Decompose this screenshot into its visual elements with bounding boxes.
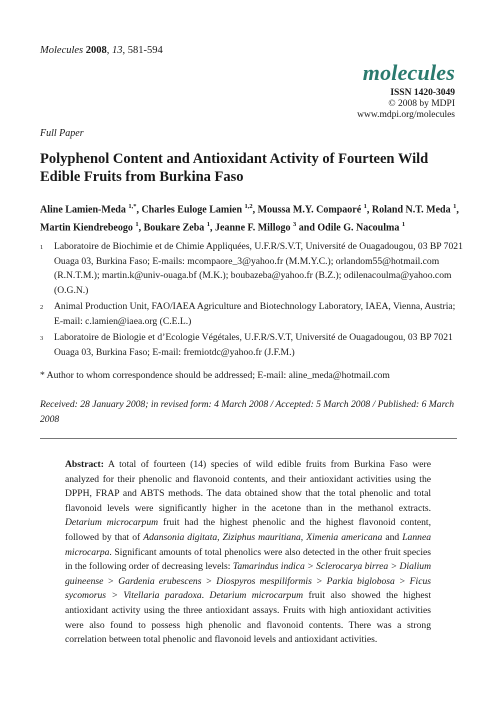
journal-name: Molecules (40, 45, 84, 56)
author-affiliation-marker: 1,2 (244, 203, 253, 210)
paper-type: Full Paper (40, 128, 84, 139)
abstract-text: and (382, 531, 403, 543)
journal-pages: 581-594 (127, 45, 163, 56)
author-name: Martin Kiendrebeogo (40, 222, 136, 234)
abstract-species-name: Adansonia digitata, Ziziphus mauritiana, Ximenia americana (143, 531, 383, 543)
journal-citation: Molecules 2008, 13, 581-594 (40, 45, 163, 56)
affiliation (40, 331, 465, 360)
author-name: Odile G. Nacoulma (317, 222, 402, 234)
affiliation-number: 2 (40, 304, 44, 311)
journal-website: www.mdpi.org/molecules (357, 110, 455, 120)
abstract-text: A total of fourteen (14) species of wild edible fruits from Burkina Faso were analyzed for their phenolic and flavonoid contents, and their antioxidant activities using the DPPH, FRAP and ABTS methods. The data obtained show that the total phenolic and total flavonoid levels were significantly higher in the acetone than in the methanol extracts. (65, 459, 431, 514)
publication-dates: Received: 28 January 2008; in revised form: 4 March 2008 / Accepted: 5 March 2008 / Published: 6 March 2008 (40, 399, 455, 425)
author-name: Jeanne F. Millogo (215, 222, 294, 234)
issn: ISSN 1420-3049 (390, 88, 455, 98)
abstract-text: . (201, 590, 210, 602)
abstract-species-name: Detarium microcarpum (209, 590, 304, 602)
affiliation-number: 3 (40, 335, 44, 342)
abstract-text: fruit also showed the highest antioxidant activity using the three antioxidant assays. Fruits with high antioxidant activities were also found to possess high phenolic and flavonoid contents. There was a strong correlation between total phenolic and flavonoid levels and antioxidant activities. (65, 590, 431, 646)
affiliation-text: Animal Production Unit, FAO/IAEA Agriculture and Biotechnology Laboratory, IAEA, Vienna, Austria; E-mail: c.lamien@iaea.org (C.E.L.) (54, 301, 456, 327)
author-affiliation-marker: 1 (401, 221, 406, 229)
correspondence-note: * Author to whom correspondence should be addressed; E-mail: aline_meda@hotmail.com (40, 370, 390, 381)
author-name: Aline Lamien-Meda (40, 204, 129, 216)
copyright: © 2008 by MDPI (388, 99, 455, 109)
author-name: Roland N.T. Meda (371, 204, 454, 216)
author-affiliation-marker: 1 (453, 203, 457, 210)
journal-logo: molecules (362, 60, 455, 85)
author-name: Boukare Zeba (143, 222, 207, 234)
abstract-text: fruit had the highest phenolic and the highest flavonoid content, followed by that of (65, 517, 432, 543)
author-name: Moussa M.Y. Compaoré (257, 204, 364, 216)
journal-year: 2008 (85, 45, 107, 56)
affiliation-text: Laboratoire de Biochimie et de Chimie Appliquées, U.F.R/S.V.T, Université de Ouagadougou, 03 BP 7021 Ouaga 03, Burkina Faso; E-mails: mcompaore_3@yahoo.fr (M.M.Y.C.); orlandom55@hotmail.com (R.N.T.M.); martin.k@univ-ouaga.bf (M.K.); boubazeba@yahoo.fr (B.Z.); odilenacoulma@yahoo.com (O.G.N.) (54, 241, 463, 296)
abstract-text: . Significant amounts of total phenolics were also detected in the other fruit species in the following order of decreasing levels: (65, 546, 431, 573)
abstract-species-name: Lannea microcarpa (65, 531, 431, 558)
paper-title: Polyphenol Content and Antioxidant Activity of Fourteen Wild Edible Fruits from Burkina Faso (40, 151, 429, 185)
section-divider (40, 438, 457, 439)
author-affiliation-marker: 3 (293, 221, 297, 229)
journal-volume: 13 (112, 45, 123, 56)
affiliation-list (40, 240, 465, 362)
author-affiliation-marker: 1 (135, 221, 139, 229)
affiliation (40, 240, 465, 298)
abstract (65, 458, 431, 648)
author-affiliation-marker: 1 (206, 221, 211, 229)
affiliation-text: Laboratoire de Biologie et d’Ecologie Végétales, U.F.R/S.V.T, Université de Ouagadougou, 03 BP 7021 Ouaga 03, Burkina Faso; E-mail: fremiotdc@yahoo.fr (J.F.M.) (54, 332, 453, 358)
affiliation-number: 1 (40, 244, 44, 251)
affiliation (40, 300, 465, 329)
abstract-species-name: Tamarindus indica > Sclerocarya birrea > Dialium guineense > Gardenia erubescens > Diospyros mespiliformis > Parkia biglobosa > Ficus sycomorus > Vitellaria paradoxa (65, 561, 431, 602)
abstract-species-name: Detarium microcarpum (65, 517, 159, 529)
abstract-label: Abstract: (65, 459, 104, 470)
author-name: Charles Euloge Lamien (141, 204, 245, 216)
author-affiliation-marker: 1 (363, 203, 367, 210)
author-affiliation-marker: 1,* (128, 203, 137, 210)
author-list: Aline Lamien-Meda $^{1,*}$, Charles Euloge Lamien $^{1,2}$, Moussa M.Y. Compaoré $^1$, Roland N.T. Meda $^1$, Martin Kiendrebeogo $^1$, Boukare Zeba $^1$, Jeanne F. Millogo $^3$ and Odile G. Nacoulma $^1$ (40, 203, 459, 234)
